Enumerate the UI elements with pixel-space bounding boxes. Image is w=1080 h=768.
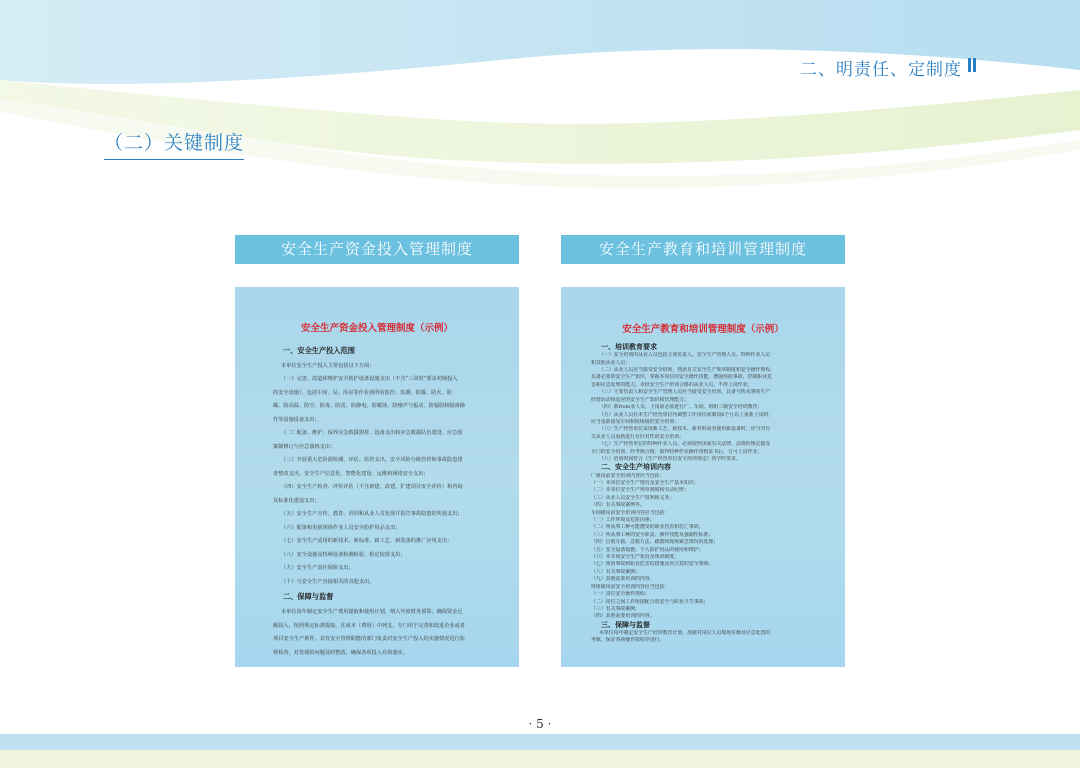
- document-line: （八）安全设施及特种设备检测检验、检定校准支出；: [281, 551, 406, 558]
- document-heading: 安全生产资金投入管理制度（示例）: [300, 323, 453, 334]
- document-line: （五）从业人员在本生产经营单位内调整工作岗位或离岗6个月以上重新上岗时，: [599, 411, 774, 418]
- document-line: 额投入，按照规定标准提取，在成本（费用）中列支，专门用于完善和改进企业或者: [273, 622, 465, 629]
- document-line: （二）所从事工种可能遭受的职业伤害和伤亡事故；: [591, 524, 704, 531]
- document-line: （三）从业人员安全生产权利和义务；: [591, 494, 675, 501]
- document-line: （七）预防事故和职业危害的措施及应注意的安全事项；: [591, 561, 714, 568]
- document-section-heading: 二、保障与监督: [283, 592, 334, 602]
- document-preview-training: [561, 287, 845, 667]
- document-line: （九）安全生产责任保险支出；: [281, 565, 354, 572]
- document-line: （三）主要负责人和安全生产管理人员应当接受安全培训，具备与所从事的生产: [599, 389, 771, 396]
- footer-band-decoration: [0, 734, 1080, 768]
- document-line: （四）有关事故案例等。: [591, 502, 645, 509]
- header-wave-decoration: [0, 0, 1080, 200]
- document-line: （六）生产经营单位采用新工艺、新技术、新材料或者使用新设备时，应当对有: [599, 426, 771, 433]
- document-line: （八）培训时间符合《生产经营单位安全培训规定》的学时要求。: [599, 455, 741, 462]
- document-line: 的安全设施），包括车间、站、库房等作业场所的监控、监测、防爆、防火、防: [273, 389, 452, 396]
- document-line: 爆、防高温、防尘、防毒、防雷、防静电、防腐蚀、防噪声与振动、防辐射和隔离操: [273, 403, 465, 410]
- document-line: 关从业人员重新进行有针对性的安全培训；: [591, 433, 684, 440]
- document-line: 班组级岗前安全培训内容应当包括：: [591, 583, 670, 590]
- document-line: 考核，保证各项操作按程序进行。: [591, 637, 665, 644]
- document-line: 本单位每年制定安全生产费用提取和使用计划，纳入年度财务预算，确保资金足: [281, 609, 463, 616]
- document-line: （六）配备和更新现场作业人员安全防护用品支出；: [281, 524, 401, 531]
- document-line: 和其他从业人员；: [591, 359, 631, 366]
- chapter-marker-icon: [968, 58, 976, 72]
- document-line: （五）安全设备设施、个人防护用品的使用和维护；: [591, 546, 704, 553]
- document-line: 项目安全生产条件。其有安全管理职能的部门负责对安全生产投入的实施情况进行监: [273, 636, 465, 643]
- document-body: [591, 343, 819, 645]
- section-title: （二）关键制度: [104, 128, 244, 160]
- document-line: （九）其他需要培训的内容。: [591, 576, 655, 583]
- chapter-label: 二、明责任、定制度: [800, 60, 962, 80]
- document-line: 应当重新接受车间和班组级的安全培训；: [591, 418, 680, 425]
- document-line: （四）安全生产检查、评价评估（不含新建、改建、扩建项目安全评价）和咨询: [281, 484, 463, 491]
- document-section-heading: 二、安全生产培训内容: [601, 463, 671, 472]
- document-line: 查整改支出，安全生产信息化、智能化建设、运维和网络安全支出；: [273, 470, 429, 477]
- document-line: 本单位每年制定安全生产培训教育计划，加强对岗位人员现场实操及应急处置的: [599, 629, 771, 636]
- document-preview-funding: [235, 287, 519, 667]
- document-section-heading: 一、培训教育要求: [601, 343, 657, 351]
- document-line: （七）生产经营单位的特种作业人员，必须按照国家有关法律、法规的规定接受: [599, 441, 771, 448]
- document-line: （四）自救互救、急救方法、疏散和现场紧急情况的处理；: [591, 539, 719, 546]
- page-number: · 5 ·: [528, 717, 552, 731]
- document-line: （一）工作环境及危险因素；: [591, 517, 655, 524]
- document-line: （二）从业人员应当接受安全培训，熟悉有关安全生产规章制度和安全操作规程，: [599, 367, 776, 374]
- document-line: （四）其他需要培训的内容。: [591, 613, 655, 620]
- document-line: （一）岗位安全操作规程；: [591, 591, 650, 598]
- document-line: 经营活动相适应的安全生产知识和管理能力；: [591, 396, 689, 403]
- document-line: 案制修订与应急演练支出；: [273, 443, 336, 450]
- document-section-heading: 一、安全生产投入范围: [283, 346, 355, 355]
- document-line: （三）有关事故案例；: [591, 605, 640, 612]
- document-body: [273, 343, 483, 660]
- card-title-training: 安全生产教育和培训管理制度: [561, 235, 845, 264]
- card-title-funding: 安全生产资金投入管理制度: [235, 235, 519, 264]
- document-heading: 安全生产教育和培训管理制度（示例）: [622, 324, 784, 335]
- document-line: （二）配备、维护、保养应急救援器材、设备支出和应急救援队伍建设、应急预: [281, 430, 463, 437]
- document-line: （一）完善、改造和维护安全防护设备设施支出（不含“三同时”要求初期投入: [281, 376, 458, 383]
- document-line: （五）安全生产宣传、教育、培训和从业人员发现并报告事故隐患的奖励支出；: [281, 511, 463, 518]
- document-line: （八）有关事故案例；: [591, 568, 640, 575]
- document-section-heading: 三、保障与监督: [601, 620, 650, 629]
- document-line: （六）本车间安全生产状况及规章制度；: [591, 554, 680, 561]
- document-line: （二）岗位之间工作衔接配合的安全与职业卫生事项；: [591, 598, 709, 605]
- document-line: （四）新from业人员，上岗前必须进行厂、车间、班组三级安全培训教育；: [599, 404, 763, 411]
- document-line: 厂级岗前安全培训内容应当包括：: [591, 472, 665, 479]
- document-line: 害和应急处理的能力，未经安全生产培训合格的从业人员，不得上岗作业；: [591, 381, 753, 388]
- document-line: （二）本单位安全生产规章制度和劳动纪律；: [591, 487, 689, 494]
- document-line: 作等设施设备支出；: [273, 416, 320, 423]
- document-line: 督检查，对发现的问题及时整改，确保各项投入有效落实。: [273, 649, 408, 656]
- document-line: 本单位安全生产投入主要包括以下方面：: [281, 362, 375, 369]
- document-line: 具备必要的安全生产知识，掌握本岗位的安全操作技能，增强预防事故、控制职业危: [591, 374, 772, 381]
- document-line: （一）安全培训的从业人员包括主要负责人、安全生产管理人员、特种作业人员: [599, 352, 771, 359]
- document-line: （七）安全生产适用的新技术、新标准、新工艺、新装备的推广应用支出；: [281, 538, 453, 545]
- document-line: 专门的安全培训，经考核合格，取得特种作业操作资格证书后，方可上岗作业；: [591, 448, 763, 455]
- document-line: （十）与安全生产直接相关的其他支出。: [281, 578, 375, 585]
- document-line: 及标准化建设支出；: [273, 497, 320, 504]
- document-line: （一）本单位安全生产情况及安全生产基本知识；: [591, 480, 699, 486]
- document-line: 车间级岗前安全培训内容应当包括：: [591, 509, 670, 516]
- document-line: （三）开展重大危险源检测、评估、监控支出，安全风险分级管控和事故隐患排: [281, 457, 463, 464]
- document-line: （三）所从事工种的安全职责、操作技能及强制性标准；: [591, 531, 714, 538]
